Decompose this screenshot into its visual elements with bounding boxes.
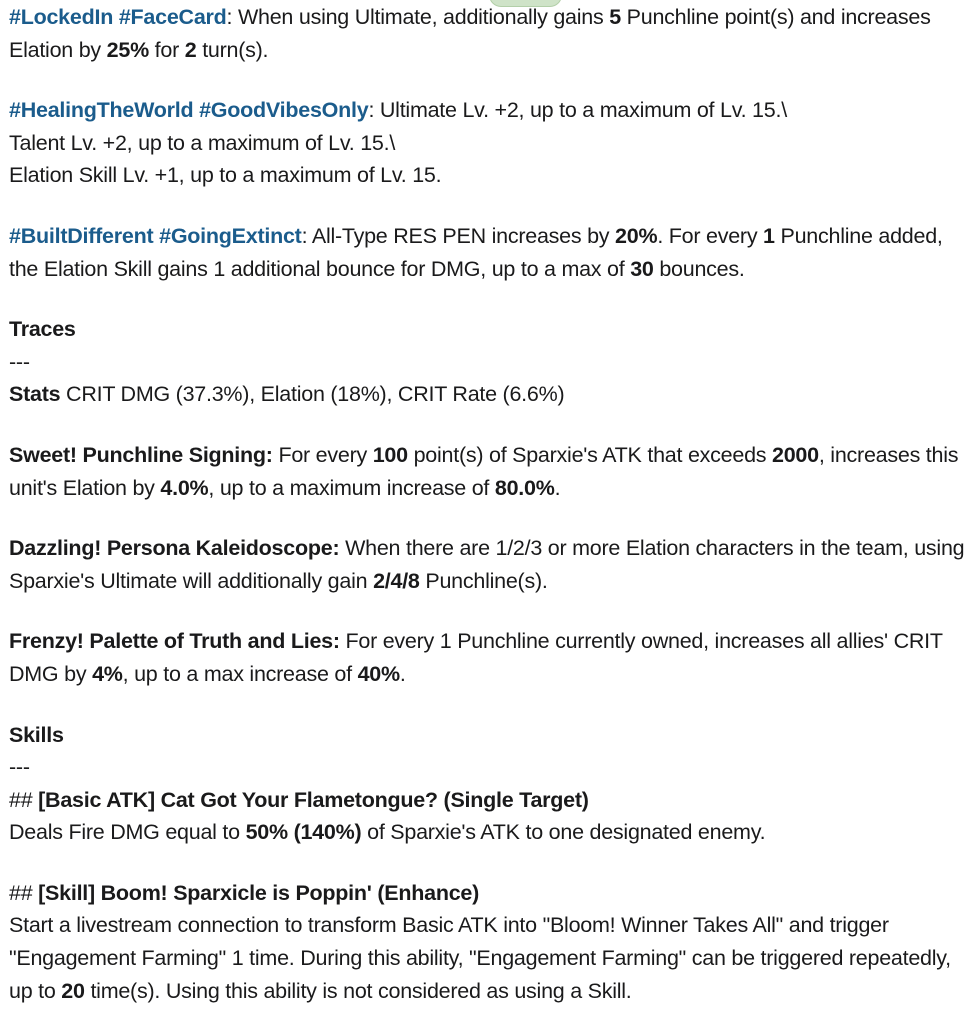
text-segment: 4.0% — [160, 475, 209, 500]
text-segment: 20 — [61, 978, 85, 1003]
text-segment: 25% — [106, 37, 149, 62]
text-segment: . — [399, 661, 406, 686]
text-segment: 20% — [615, 223, 658, 248]
skills-header-and-basic-atk — [9, 719, 965, 849]
text-segment: 100 — [372, 442, 408, 467]
text-segment: For every 1 Punchline currently owned, increases all allies' CRIT DMG by — [9, 629, 943, 686]
hashtag-link[interactable]: #GoodVibesOnly — [199, 98, 369, 123]
text-segment: time(s). Using this ability is not considered as using a Skill. — [84, 978, 632, 1003]
text-segment: When there are 1/2/3 or more Elation characters in the team, using Sparxie's Ultimate will additionally gain — [9, 536, 965, 593]
text-segment: Skills — [9, 722, 64, 747]
traces-header-and-stats — [9, 313, 965, 411]
hashtag-link[interactable]: #FaceCard — [118, 5, 227, 29]
text-segment: Deals Fire DMG equal to — [9, 820, 246, 845]
text-segment: Start a livestream connection to transform Basic ATK into "Bloom! Winner Takes All" and trigger "Engagement Farming" 1 time. During this ability, "Engagement Farming" can be triggered repeatedly, up to — [9, 913, 951, 1003]
text-segment: turn(s). — [196, 37, 269, 62]
trace-dazzling-persona-kaleidoscope — [9, 532, 965, 597]
text-segment: For every — [272, 442, 373, 467]
text-segment: 2000 — [772, 442, 819, 467]
text-segment: [Skill] Boom! Sparxicle is Poppin' (Enhance) — [38, 880, 480, 905]
hashtag-link[interactable]: #HealingTheWorld — [9, 98, 194, 123]
hashtag-link[interactable]: #LockedIn — [9, 5, 114, 29]
text-segment: 2/4/8 — [373, 568, 420, 593]
hashtag-link[interactable]: #GoingExtinct — [159, 223, 302, 248]
text-segment: : All-Type RES PEN increases by — [301, 223, 616, 248]
text-segment: : When using Ultimate, additionally gains — [226, 5, 610, 29]
text-segment: 1 — [763, 223, 775, 248]
skill-boom-sparxicle-is-poppin — [9, 877, 965, 1007]
text-segment: for — [148, 37, 185, 62]
text-segment: 4% — [92, 661, 123, 686]
content-blocks — [9, 1, 965, 1007]
eidolon-lockedin-facecard — [9, 1, 965, 66]
text-segment: [Basic ATK] Cat Got Your Flametongue? (Single Target) — [38, 787, 589, 812]
text-segment: 80.0% — [494, 475, 555, 500]
text-segment: 5 — [609, 5, 621, 29]
eidolon-builtdifferent-goingextinct — [9, 220, 965, 285]
text-segment: Punchline(s). — [419, 568, 548, 593]
text-segment: , up to a max increase of — [122, 661, 358, 686]
text-segment: bounces. — [653, 256, 745, 281]
text-segment: of Sparxie's ATK to one designated enemy. — [361, 820, 766, 845]
text-segment: Stats — [9, 382, 61, 407]
text-segment: 40% — [357, 661, 400, 686]
text-segment: --- — [9, 755, 30, 780]
text-segment: Sweet! Punchline Signing: — [9, 442, 273, 467]
text-segment: 2 — [184, 37, 197, 62]
text-segment: Punchline point(s) and increases Elation by — [9, 5, 931, 62]
text-segment: : Ultimate Lv. +2, up to a maximum of Lv. 15.\ — [368, 98, 787, 123]
text-segment: . — [554, 475, 561, 500]
trace-sweet-punchline-signing — [9, 439, 965, 504]
text-segment: Traces — [9, 317, 76, 342]
text-segment: Elation Skill Lv. +1, up to a maximum of Lv. 15. — [9, 163, 442, 188]
text-segment: Frenzy! Palette of Truth and Lies: — [9, 629, 340, 654]
text-segment: 50% (140%) — [245, 820, 362, 845]
trace-frenzy-palette-of-truth-and-lies — [9, 625, 965, 690]
text-segment: 30 — [630, 256, 654, 281]
text-segment: point(s) of Sparxie's ATK that exceeds — [407, 442, 773, 467]
text-segment: CRIT DMG (37.3%), Elation (18%), CRIT Rate (6.6%) — [60, 382, 565, 407]
text-segment: ## — [9, 787, 39, 812]
hashtag-link[interactable]: #BuiltDifferent — [9, 223, 154, 248]
eidolon-healingtheworld-goodvibesonly — [9, 94, 965, 192]
text-segment: , up to a maximum increase of — [208, 475, 495, 500]
text-segment: --- — [9, 349, 30, 374]
text-segment: ## — [9, 880, 39, 905]
text-segment: Punchline added, the Elation Skill gains 1 additional bounce for DMG, up to a max of — [9, 223, 943, 281]
text-segment: Talent Lv. +2, up to a maximum of Lv. 15.\ — [9, 130, 396, 155]
text-segment: Dazzling! Persona Kaleidoscope: — [9, 536, 340, 561]
text-segment: , increases this unit's Elation by — [9, 442, 959, 500]
text-segment: . For every — [657, 223, 764, 248]
